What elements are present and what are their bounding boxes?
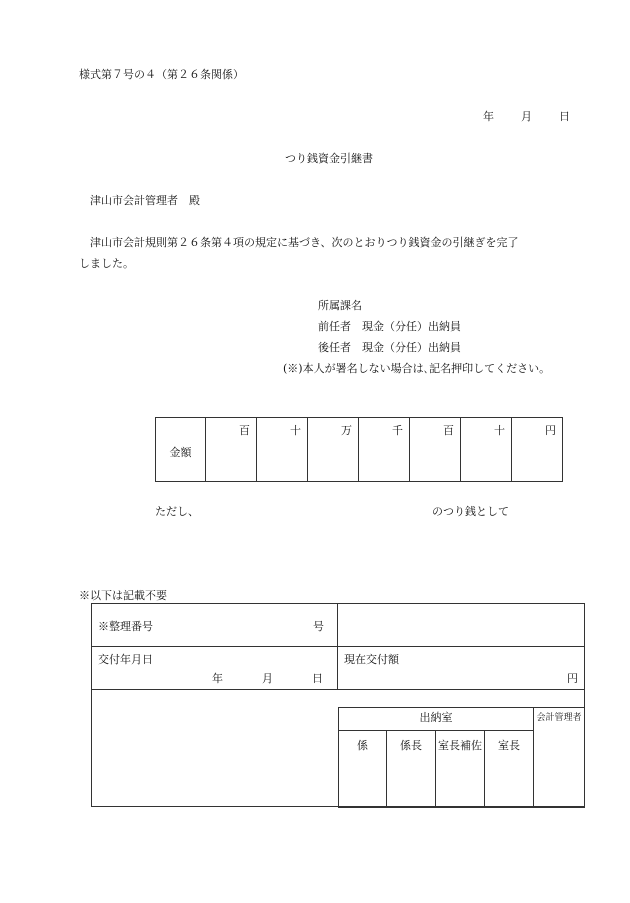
stamp-deputy-director[interactable]: 室長補佐 [436,731,485,808]
stamp-director[interactable]: 室長 [485,731,534,808]
current-amount-label: 現在交付額 [344,653,399,666]
form-header: 様式第７号の４（第２６条関係） [79,68,244,81]
delivery-day: 日 [312,672,323,685]
ref-number-suffix: 号 [313,620,324,633]
department-label: 所属課名 [318,299,362,312]
delivery-year: 年 [212,672,223,685]
amount-table [155,417,563,482]
date-year: 年 [483,110,494,123]
signature-note: (※)本人が署名しない場合は､記名押印してください。 [283,362,551,375]
delivery-date-label: 交付年月日 [98,653,153,666]
date-month: 月 [521,110,532,123]
amount-digit-thousand[interactable]: 千 [359,418,410,482]
body-text-line2: しました。 [79,257,134,270]
office-use-note: ※以下は記載不要 [79,589,167,602]
current-amount-cell[interactable] [338,647,585,690]
ref-number-cell[interactable] [92,604,338,647]
amount-digit-hundred[interactable]: 百 [410,418,461,482]
purpose-suffix: のつり銭として [432,505,509,518]
date-day: 日 [559,110,570,123]
document-title: つり銭資金引継書 [285,152,373,165]
amount-digit-hundred-million[interactable]: 百 [206,418,257,482]
addressee: 津山市会計管理者 殿 [90,194,200,207]
amount-label: 金額 [156,418,206,482]
ref-number-label: ※整理番号 [98,620,153,633]
amount-digit-ten-million[interactable]: 十 [257,418,308,482]
purpose-prefix: ただし、 [155,505,199,518]
accounting-manager-stamp[interactable]: 会計管理者 [534,708,585,808]
amount-digit-ten-thousand[interactable]: 万 [308,418,359,482]
delivery-date-cell[interactable] [92,647,338,690]
treasury-office-header: 出納室 [339,708,534,731]
current-amount-yen: 円 [567,672,578,685]
body-text-line1: 津山市会計規則第２６条第４項の規定に基づき、次のとおりつり銭資金の引継ぎを完了 [90,236,519,249]
delivery-month: 月 [262,672,273,685]
approval-stamp-table [338,707,585,808]
successor-label: 後任者 現金（分任）出納員 [318,341,461,354]
stamp-clerk[interactable]: 係 [339,731,387,808]
predecessor-label: 前任者 現金（分任）出納員 [318,320,461,333]
amount-digit-yen[interactable]: 円 [512,418,563,482]
stamp-chief[interactable]: 係長 [387,731,436,808]
ref-number-blank-cell[interactable] [338,604,585,647]
amount-digit-ten[interactable]: 十 [461,418,512,482]
